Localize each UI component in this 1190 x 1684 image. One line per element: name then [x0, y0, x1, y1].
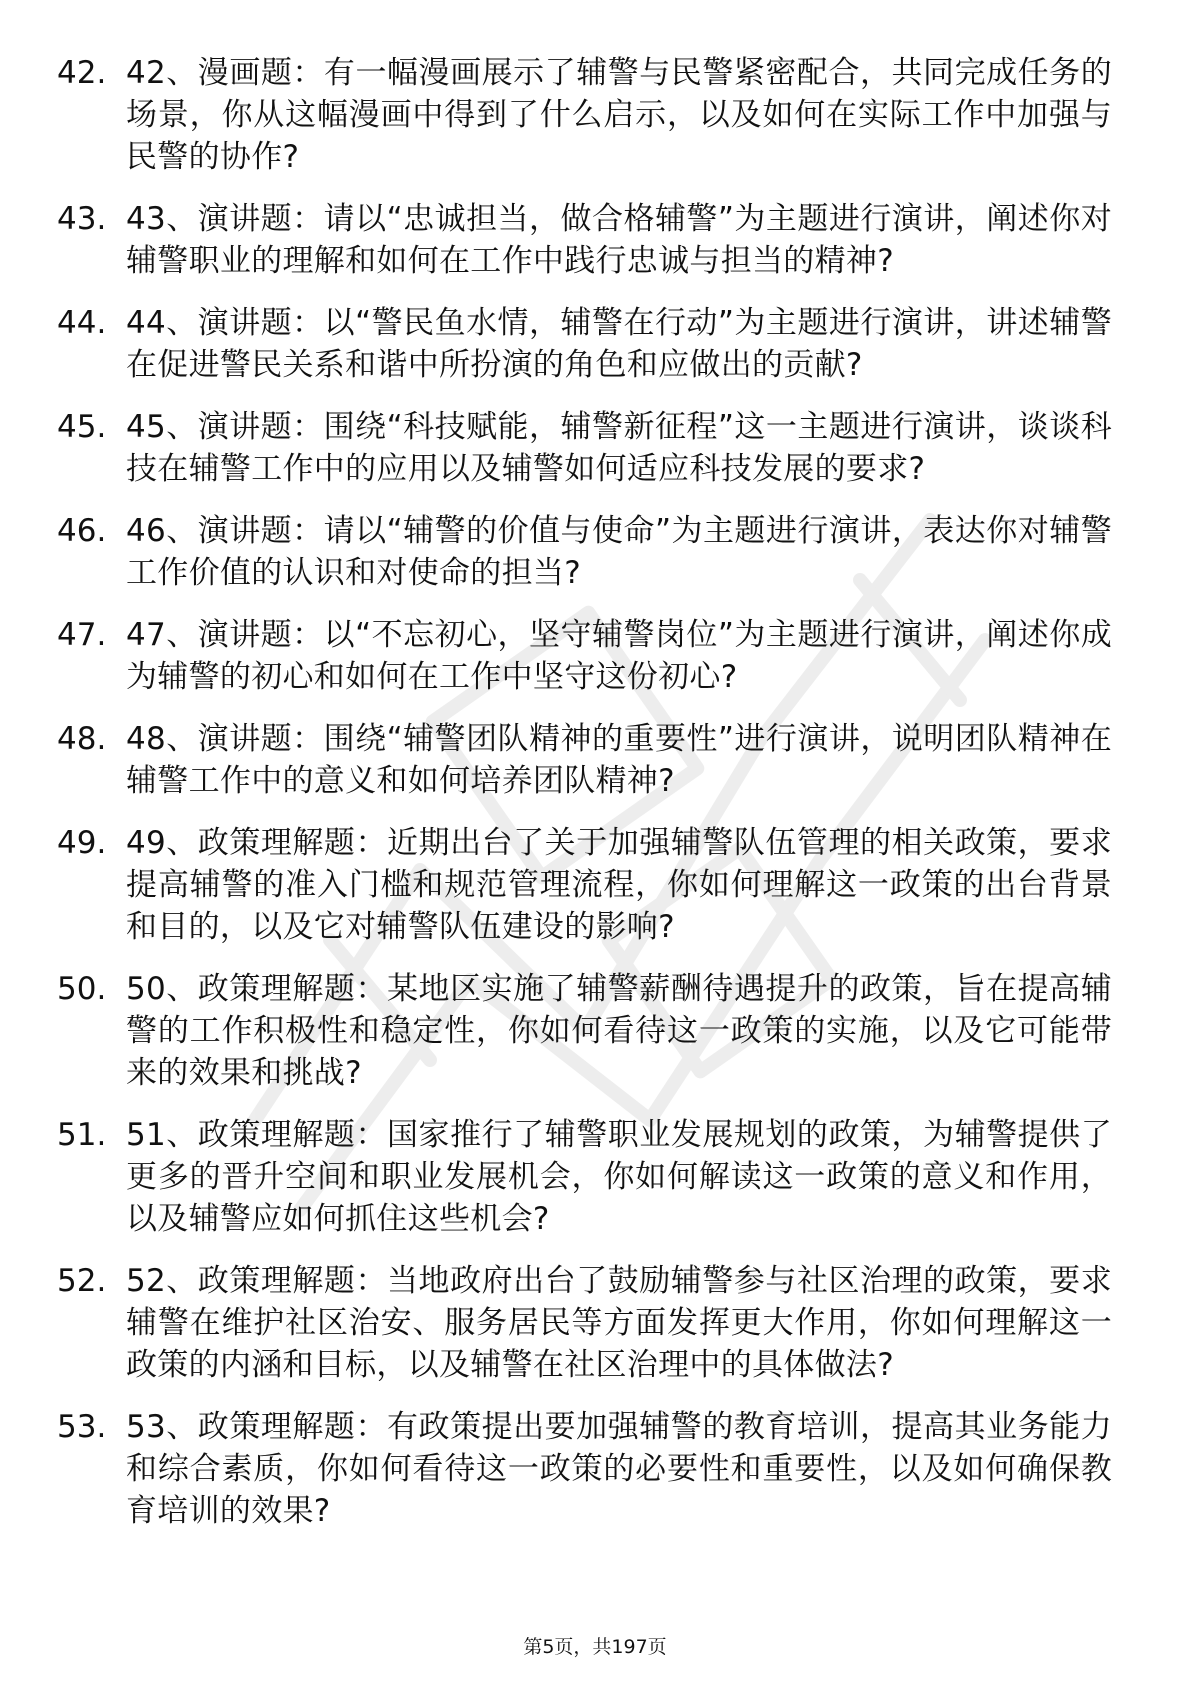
question-text: 51、政策理解题：国家推行了辅警职业发展规划的政策，为辅警提供了更多的晋升空间和职业发展机会，你如何解读这一政策的意义和作用，以及辅警应如何抓住这些机会? — [126, 1117, 1112, 1237]
question-number: 44. — [57, 305, 107, 341]
question-item — [0, 968, 1190, 1094]
question-list — [0, 52, 1190, 1552]
question-item — [0, 1260, 1190, 1386]
question-item — [0, 1406, 1190, 1532]
question-number: 53. — [57, 1409, 107, 1445]
question-text: 48、演讲题：围绕“辅警团队精神的重要性”进行演讲，说明团队精神在辅警工作中的意义和如何培养团队精神? — [126, 721, 1112, 799]
question-text: 46、演讲题：请以“辅警的价值与使命”为主题进行演讲，表达你对辅警工作价值的认识和对使命的担当? — [126, 513, 1112, 591]
question-text: 52、政策理解题：当地政府出台了鼓励辅警参与社区治理的政策，要求辅警在维护社区治安、服务居民等方面发挥更大作用，你如何理解这一政策的内涵和目标，以及辅警在社区治理中的具体做法? — [126, 1263, 1112, 1383]
question-number: 51. — [57, 1117, 107, 1153]
question-text: 53、政策理解题：有政策提出要加强辅警的教育培训，提高其业务能力和综合素质，你如何看待这一政策的必要性和重要性，以及如何确保教育培训的效果? — [126, 1409, 1112, 1529]
question-number: 50. — [57, 971, 107, 1007]
question-number: 45. — [57, 409, 107, 445]
page-footer: 第5页，共197页 — [523, 1636, 667, 1658]
question-text: 45、演讲题：围绕“科技赋能，辅警新征程”这一主题进行演讲，谈谈科技在辅警工作中的应用以及辅警如何适应科技发展的要求? — [126, 409, 1112, 487]
question-item — [0, 198, 1190, 282]
question-item — [0, 1114, 1190, 1240]
question-text: 44、演讲题：以“警民鱼水情，辅警在行动”为主题进行演讲，讲述辅警在促进警民关系和谐中所扮演的角色和应做出的贡献? — [126, 305, 1112, 383]
question-item — [0, 302, 1190, 386]
question-number: 46. — [57, 513, 107, 549]
question-item — [0, 52, 1190, 178]
question-item — [0, 510, 1190, 594]
question-item — [0, 718, 1190, 802]
question-number: 48. — [57, 721, 107, 757]
question-text: 50、政策理解题：某地区实施了辅警薪酬待遇提升的政策，旨在提高辅警的工作积极性和稳定性，你如何看待这一政策的实施，以及它可能带来的效果和挑战? — [126, 971, 1112, 1091]
question-text: 47、演讲题：以“不忘初心，坚守辅警岗位”为主题进行演讲，阐述你成为辅警的初心和如何在工作中坚守这份初心? — [126, 617, 1112, 695]
question-number: 52. — [57, 1263, 107, 1299]
question-number: 47. — [57, 617, 107, 653]
question-item — [0, 614, 1190, 698]
question-item — [0, 406, 1190, 490]
question-item — [0, 822, 1190, 948]
question-text: 42、漫画题：有一幅漫画展示了辅警与民警紧密配合，共同完成任务的场景，你从这幅漫画中得到了什么启示，以及如何在实际工作中加强与民警的协作? — [126, 55, 1112, 175]
question-text: 49、政策理解题：近期出台了关于加强辅警队伍管理的相关政策，要求提高辅警的准入门槛和规范管理流程，你如何理解这一政策的出台背景和目的，以及它对辅警队伍建设的影响? — [126, 825, 1112, 945]
question-number: 49. — [57, 825, 107, 861]
question-number: 42. — [57, 55, 107, 91]
question-number: 43. — [57, 201, 107, 237]
question-text: 43、演讲题：请以“忠诚担当，做合格辅警”为主题进行演讲，阐述你对辅警职业的理解和如何在工作中践行忠诚与担当的精神? — [126, 201, 1112, 279]
